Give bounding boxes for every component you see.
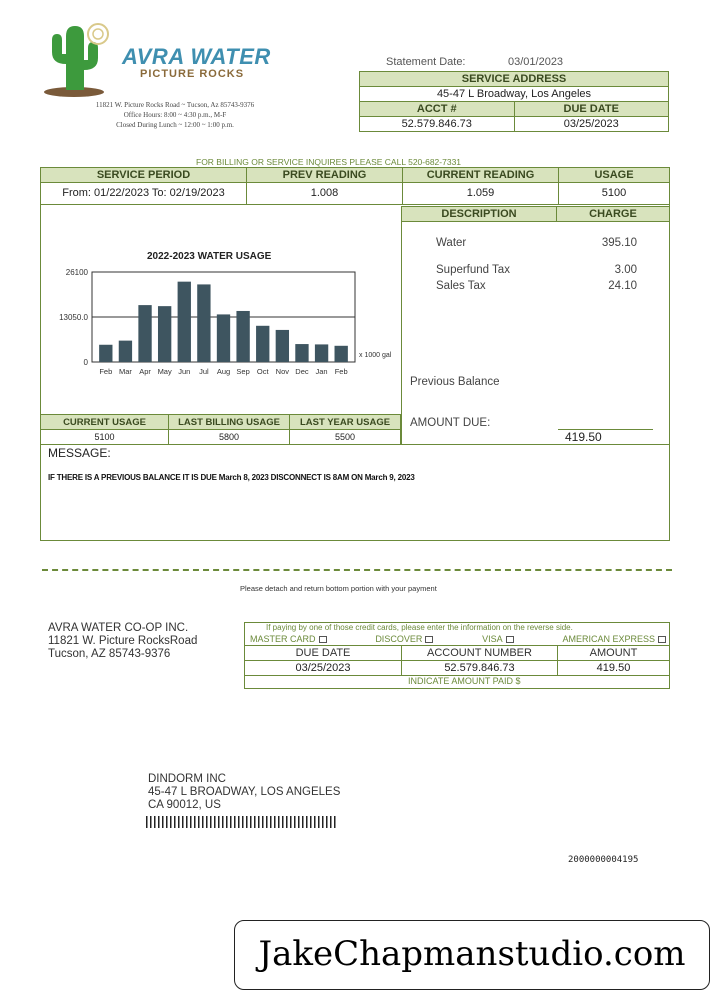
due-date-header: DUE DATE [514,102,669,117]
chart-x-tick: May [157,367,172,376]
detach-line [42,569,672,571]
card-label-discover: DISCOVER [375,634,423,644]
chart-bar [158,306,171,362]
pay-amount: 419.50 [558,661,670,676]
chart-x-tick: Mar [118,367,132,376]
usage-header: USAGE [559,168,670,183]
remit-address [48,622,197,661]
chart-bar [276,330,289,362]
chart-x-tick: Jan [315,367,328,376]
pay-due-date-header: DUE DATE [245,646,402,661]
charge-amount-water: 395.10 [601,237,637,249]
message-text: IF THERE IS A PREVIOUS BALANCE IT IS DUE March 8, 2023 DISCONNECT IS 8AM ON March 9, 2023 [48,473,415,482]
chart-bar [236,311,249,362]
mastercard-checkbox-icon[interactable] [319,636,327,643]
card-option-amex[interactable] [562,634,666,644]
card-label-visa: VISA [482,634,503,644]
statement-date-label: Statement Date: [386,56,466,68]
billing-inquiry-line: FOR BILLING OR SERVICE INQUIRES PLEASE CALL 520-682-7331 [196,157,462,167]
closed-hours: Closed During Lunch ~ 12:00 ~ 1:00 p.m. [116,121,234,129]
acct-number: 52.579.846.73 [360,117,515,132]
customer-name: DINDORM INC [148,773,226,785]
chart-x-tick: Feb [334,367,348,376]
service-address: 45-47 L Broadway, Los Angeles [360,87,669,102]
chart-x-tick: Sep [236,367,250,376]
chart-bar [256,326,269,362]
watermark: JakeChapmanstudio.com [234,920,710,990]
company-address: 11821 W. Picture Rocks Road ~ Tucson, Az 85743-9376 [95,101,255,109]
chart-x-tick: Apr [139,367,151,376]
customer-city: CA 90012, US [148,799,221,811]
discover-checkbox-icon[interactable] [425,636,433,643]
chart-y-tick: 13050.0 [59,313,88,322]
current-reading-header: CURRENT READING [403,168,559,183]
chart-x-tick: Feb [99,367,113,376]
chart-x-label: x 1000 gal [359,352,392,359]
current-usage: 5100 [41,430,169,445]
chart-y-tick: 0 [83,358,88,367]
chart-y-tick: 26100 [65,268,88,277]
charge-label-water: Water [436,237,467,249]
chart-bar [138,305,151,362]
chart-bar [119,341,132,362]
pay-due-date: 03/25/2023 [245,661,402,676]
postal-barcode [146,816,336,828]
chart-x-tick: Nov [275,367,290,376]
company-logo [42,22,282,98]
chart-bar [99,345,112,362]
chart-x-tick: Jul [199,367,209,376]
acct-header: ACCT # [360,102,515,117]
usage-summary-table [40,414,401,445]
charge-label-superfund: Superfund Tax [436,264,510,276]
charge-label-sales-tax: Sales Tax [436,280,486,292]
amex-checkbox-icon[interactable] [658,636,666,643]
office-hours: Office Hours: 8:00 ~ 4:30 p.m., M-F [123,111,227,119]
card-option-mastercard[interactable] [250,634,327,644]
chart-bar [217,314,230,362]
payment-table [244,645,670,676]
chart-bar [335,346,348,362]
previous-balance-label: Previous Balance [410,376,500,388]
remit-line-3: Tucson, AZ 85743-9376 [48,648,171,660]
remit-line-1: AVRA WATER CO-OP INC. [48,622,189,634]
amount-due-label: AMOUNT DUE: [410,417,491,429]
description-header: DESCRIPTION [402,207,557,222]
indicate-amount-paid[interactable]: INDICATE AMOUNT PAID $ [408,676,521,686]
pay-amount-header: AMOUNT [558,646,670,661]
last-billing-usage-header: LAST BILLING USAGE [169,415,290,430]
pay-account-header: ACCOUNT NUMBER [402,646,558,661]
prev-reading-header: PREV READING [247,168,403,183]
message-divider [40,444,670,445]
detach-note: Please detach and return bottom portion with your payment [240,584,437,593]
card-option-discover[interactable] [375,634,433,644]
chart-bar [197,284,210,362]
charge-header: CHARGE [557,207,670,222]
last-billing-usage: 5800 [169,430,290,445]
chart-bar [315,344,328,362]
service-period-header: SERVICE PERIOD [41,168,247,183]
visa-checkbox-icon[interactable] [506,636,514,643]
due-date: 03/25/2023 [514,117,669,132]
card-label-amex: AMERICAN EXPRESS [562,634,655,644]
customer-address [148,773,340,812]
charges-header-table [401,206,670,222]
prev-reading: 1.008 [247,183,403,205]
logo-subtitle: PICTURE ROCKS [140,68,245,80]
service-address-header: SERVICE ADDRESS [360,72,669,87]
charge-amount-superfund: 3.00 [614,264,637,276]
chart-divider [401,221,402,445]
chart-bar [178,282,191,362]
chart-x-tick: Oct [256,367,269,376]
chart-x-tick: Jun [178,367,191,376]
current-reading: 1.059 [403,183,559,205]
usage-table [40,167,670,205]
chart-bar [295,344,308,362]
current-usage-header: CURRENT USAGE [41,415,169,430]
message-label: MESSAGE: [48,446,111,460]
amount-due-value: 419.50 [565,430,602,444]
usage-chart [46,262,400,380]
customer-street: 45-47 L BROADWAY, LOS ANGELES [148,786,341,798]
chart-x-tick: Dec [295,367,309,376]
card-option-visa[interactable] [482,634,514,644]
remit-line-2: 11821 W. Picture RocksRoad [48,635,198,647]
card-options [250,634,666,644]
charge-amount-sales-tax: 24.10 [608,280,637,292]
usage-value: 5100 [559,183,670,205]
statement-date-value: 03/01/2023 [508,56,564,68]
usage-chart-title: 2022-2023 WATER USAGE [147,251,272,262]
service-address-table [359,71,669,132]
payment-note: If paying by one of those credit cards, please enter the information on the reverse side. [266,623,573,632]
service-period: From: 01/22/2023 To: 02/19/2023 [41,183,247,205]
barcode-number: 2000000004195 [568,855,639,865]
pay-account-number: 52.579.846.73 [402,661,558,676]
last-year-usage: 5500 [290,430,401,445]
cactus-logo-icon [42,22,122,98]
card-label-mastercard: MASTER CARD [250,634,316,644]
company-address-block [60,100,290,130]
last-year-usage-header: LAST YEAR USAGE [290,415,401,430]
logo-name: AVRA WATER [122,44,271,69]
chart-x-tick: Aug [216,367,231,376]
